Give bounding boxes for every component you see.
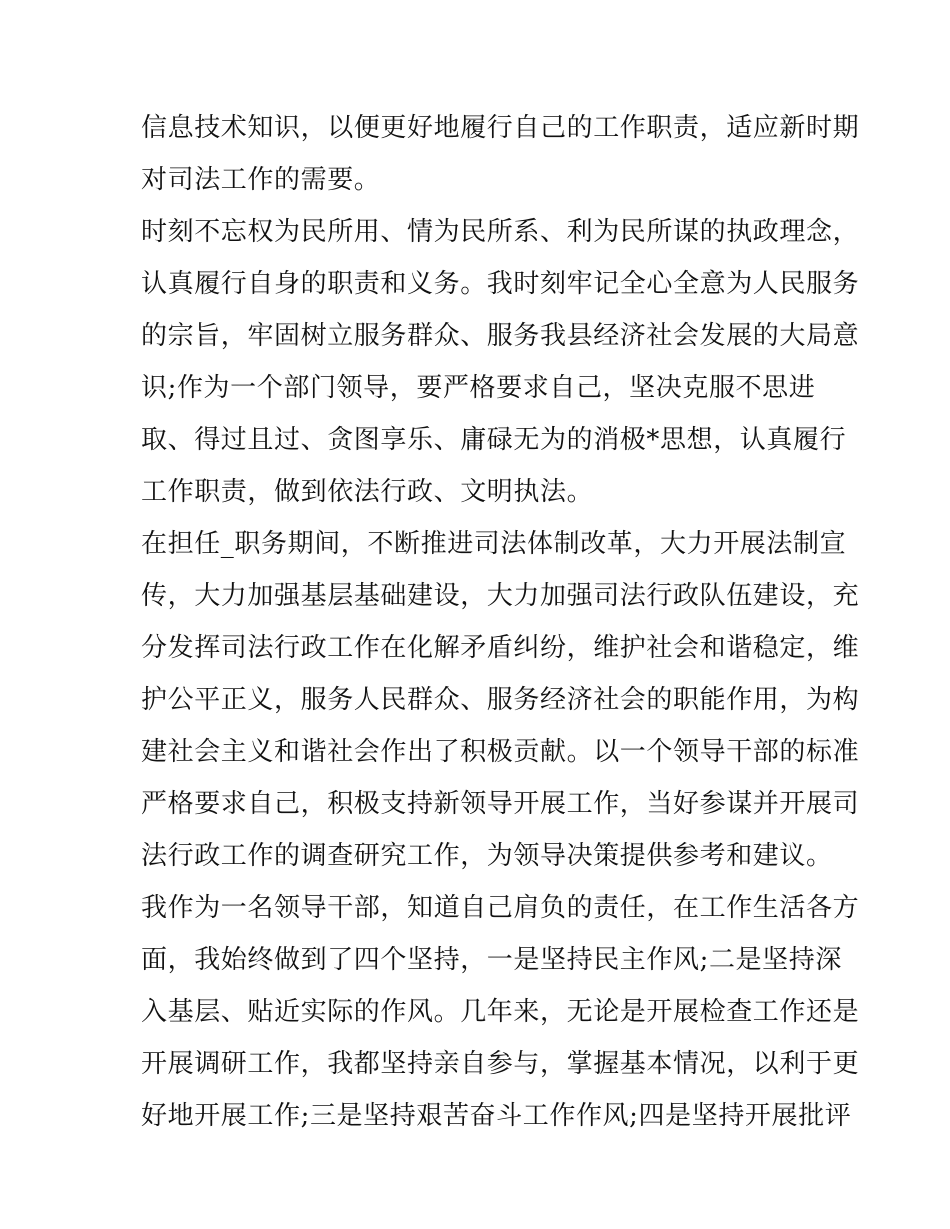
text-line: 工作职责，做到依法行政、文明执法。 [141, 477, 594, 507]
text-line: 传，大力加强基层基础建设，大力加强司法行政队伍建设，充 [141, 581, 860, 611]
text-line: 对司法工作的需要。 [141, 165, 381, 195]
text-line: 的宗旨，牢固树立服务群众、服务我县经济社会发展的大局意 [141, 321, 860, 351]
text-line: 取、得过且过、贪图享乐、庸碌无为的消极*思想，认真履行 [141, 425, 847, 455]
text-line: 时刻不忘权为民所用、情为民所系、利为民所谋的执政理念， [141, 217, 860, 247]
text-line: 信息技术知识，以便更好地履行自己的工作职责，适应新时期 [141, 113, 860, 143]
text-line: 法行政工作的调查研究工作，为领导决策提供参考和建议。 [141, 841, 833, 871]
text-line: 好地开展工作;三是坚持艰苦奋斗工作作风;四是坚持开展批评 [141, 1101, 852, 1131]
text-line: 入基层、贴近实际的作风。几年来，无论是开展检查工作还是 [141, 997, 860, 1027]
text-line: 严格要求自己，积极支持新领导开展工作，当好参谋并开展司 [141, 789, 860, 819]
text-line: 我作为一名领导干部，知道自己肩负的责任，在工作生活各方 [141, 893, 860, 923]
text-line: 在担任_职务期间，不断推进司法体制改革，大力开展法制宣 [141, 529, 847, 559]
text-line: 建社会主义和谐社会作出了积极贡献。以一个领导干部的标准 [141, 737, 860, 767]
text-line: 识;作为一个部门领导，要严格要求自己，坚决克服不思进 [141, 373, 816, 403]
text-line: 护公平正义，服务人民群众、服务经济社会的职能作用，为构 [141, 685, 860, 715]
text-line: 分发挥司法行政工作在化解矛盾纠纷，维护社会和谐稳定，维 [141, 633, 860, 663]
text-line: 开展调研工作，我都坚持亲自参与，掌握基本情况，以利于更 [141, 1049, 860, 1079]
text-line: 认真履行自身的职责和义务。我时刻牢记全心全意为人民服务 [141, 269, 860, 299]
text-line: 面，我始终做到了四个坚持，一是坚持民主作风;二是坚持深 [141, 945, 842, 975]
